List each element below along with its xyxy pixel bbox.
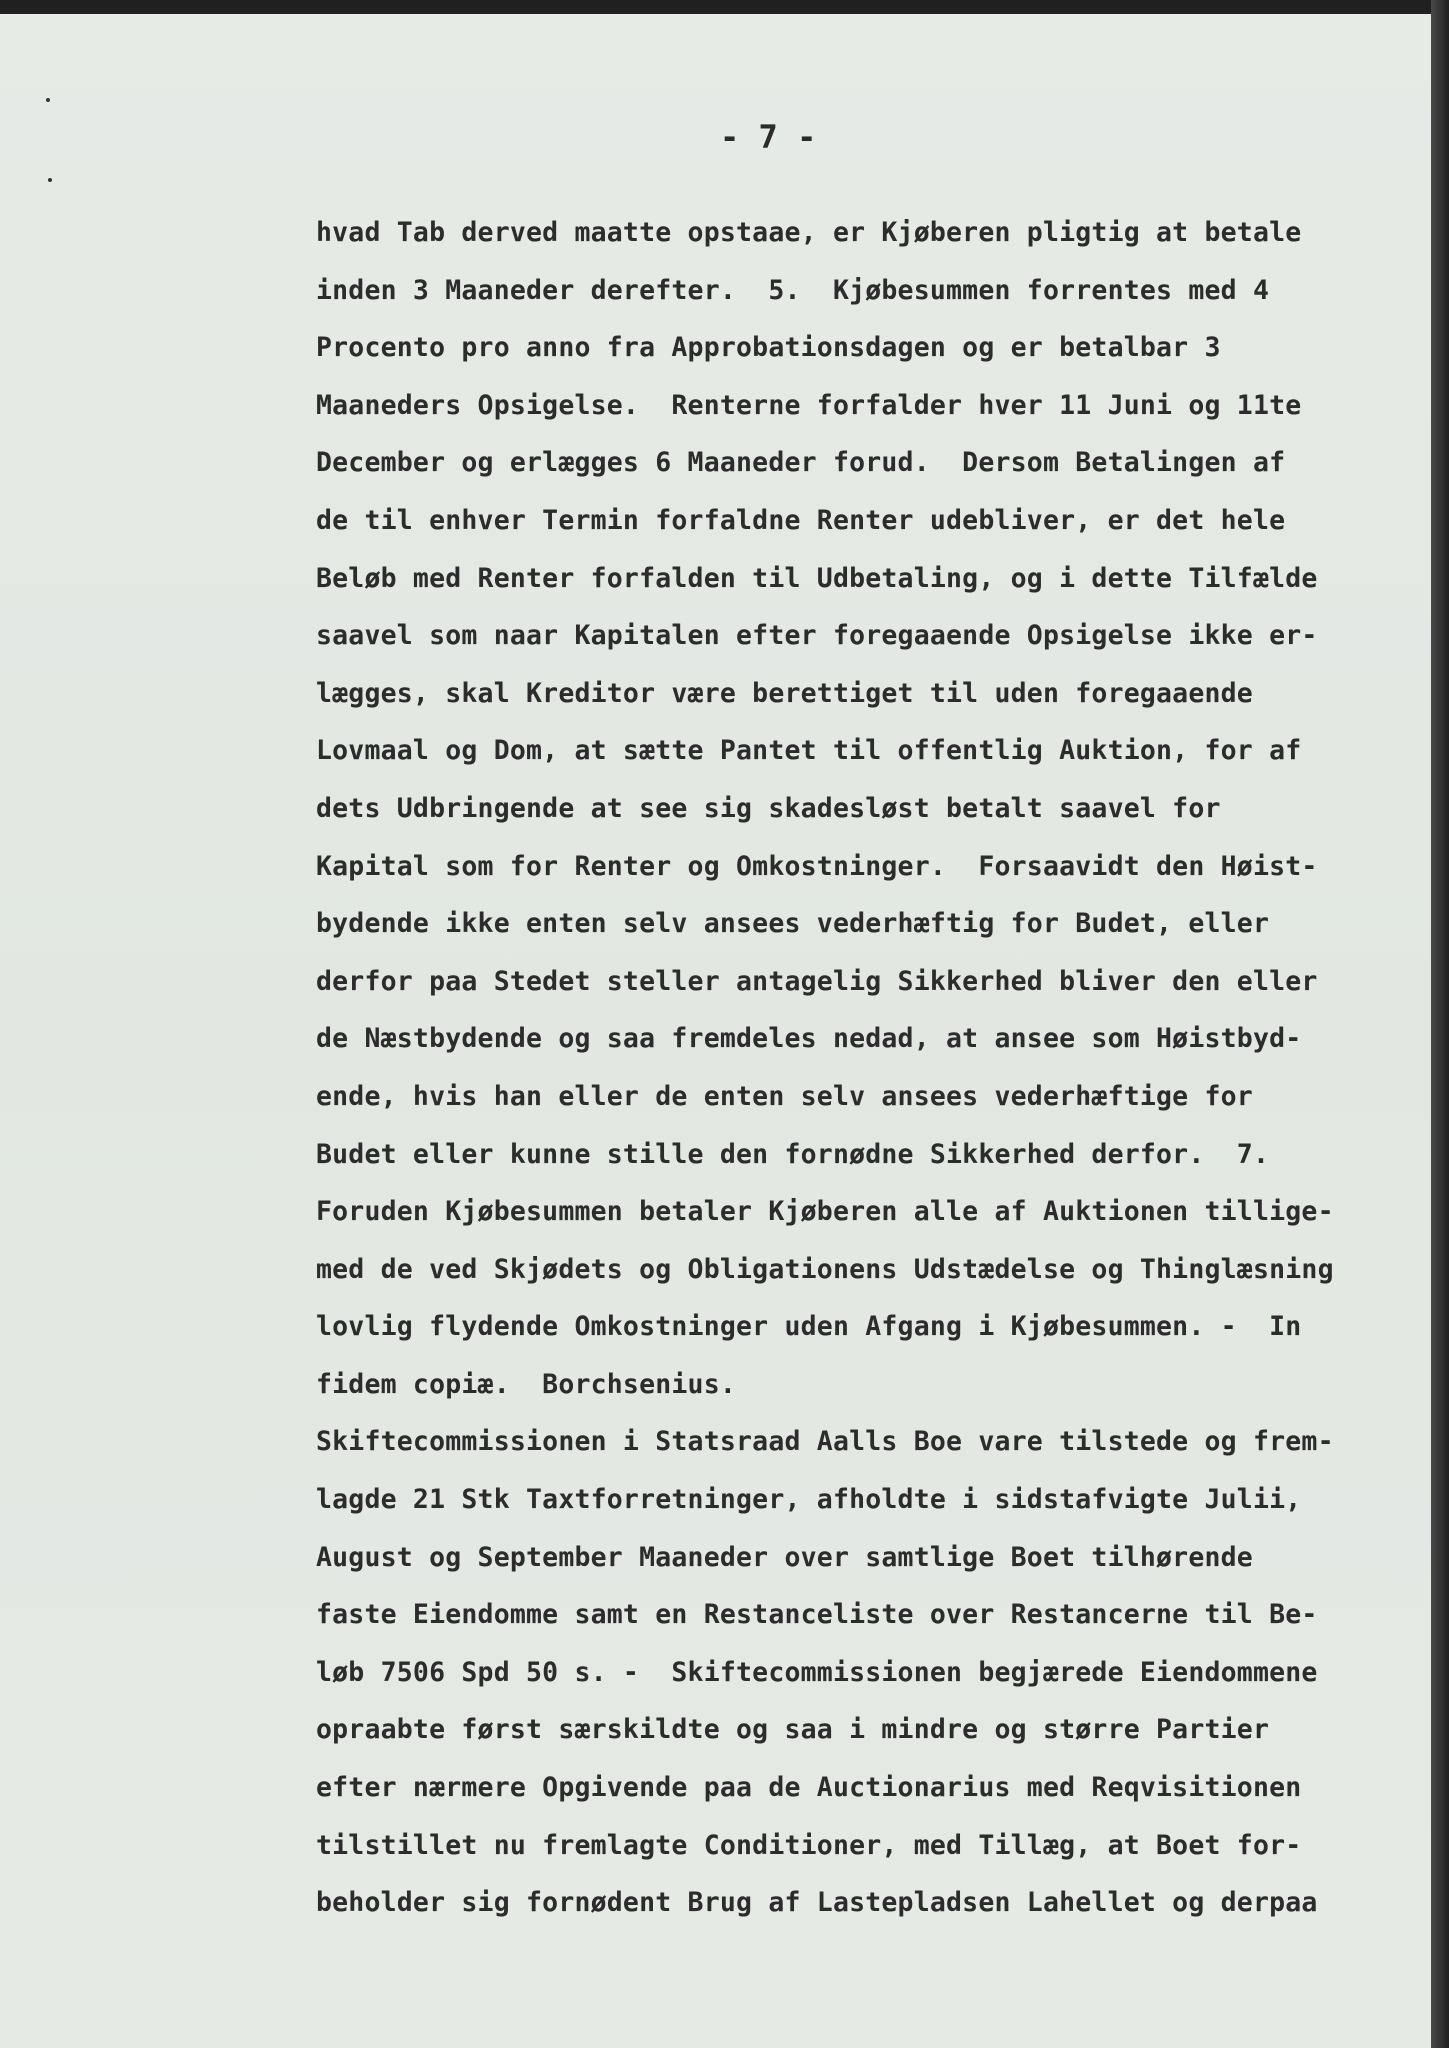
text-line: fidem copiæ. Borchsenius.: [316, 1368, 737, 1400]
text-line: Maaneders Opsigelse. Renterne forfalder hver 11 Juni og 11te: [316, 389, 1302, 421]
text-line: derfor paa Stedet steller antagelig Sikkerhed bliver den eller: [316, 965, 1318, 997]
text-line: Budet eller kunne stille den fornødne Sikkerhed derfor. 7.: [316, 1138, 1270, 1170]
text-line: Beløb med Renter forfalden til Udbetaling, og i dette Tilfælde: [316, 562, 1318, 594]
text-line: tilstillet nu fremlagte Conditioner, med Tillæg, at Boet for-: [316, 1829, 1302, 1861]
text-line: inden 3 Maaneder derefter. 5. Kjøbesummen forrentes med 4: [316, 274, 1270, 306]
text-line: faste Eiendomme samt en Restanceliste over Restancerne til Be-: [316, 1599, 1318, 1631]
text-line: efter nærmere Opgivende paa de Auctionarius med Reqvisitionen: [316, 1772, 1302, 1804]
body-text: [316, 204, 1401, 1932]
text-line: lagde 21 Stk Taxtforretninger, afholdte i sidstafvigte Julii,: [316, 1484, 1302, 1516]
text-line: Kapital som for Renter og Omkostninger. Forsaavidt den Høist-: [316, 850, 1318, 882]
text-line: saavel som naar Kapitalen efter foregaaende Opsigelse ikke er-: [316, 620, 1318, 652]
text-line: lægges, skal Kreditor være berettiget til uden foregaaende: [316, 677, 1253, 709]
text-line: med de ved Skjødets og Obligationens Udstædelse og Thinglæsning: [316, 1253, 1334, 1285]
text-line: Lovmaal og Dom, at sætte Pantet til offentlig Auktion, for af: [316, 735, 1302, 767]
text-line: lovlig flydende Omkostninger uden Afgang i Kjøbesummen. - In: [316, 1311, 1302, 1343]
text-line: dets Udbringende at see sig skadesløst betalt saavel for: [316, 792, 1221, 824]
text-line: bydende ikke enten selv ansees vederhæftig for Budet, eller: [316, 908, 1270, 940]
text-line: August og September Maaneder over samtlige Boet tilhørende: [316, 1541, 1253, 1573]
text-line: Skiftecommissionen i Statsraad Aalls Boe vare tilstede og frem-: [316, 1426, 1334, 1458]
text-line: Procento pro anno fra Approbationsdagen og er betalbar 3: [316, 332, 1221, 364]
text-line: ende, hvis han eller de enten selv ansees vederhæftige for: [316, 1080, 1253, 1112]
text-line: opraabte først særskildte og saa i mindre og større Partier: [316, 1714, 1270, 1746]
text-line: løb 7506 Spd 50 s. - Skiftecommissionen begjærede Eiendommene: [316, 1656, 1318, 1688]
scan-right-edge: [1431, 0, 1449, 2048]
scan-speck: [48, 178, 52, 182]
scan-speck: [46, 98, 50, 102]
page-number: - 7 -: [720, 118, 817, 156]
scan-top-edge: [0, 0, 1449, 14]
text-line: December og erlægges 6 Maaneder forud. Dersom Betalingen af: [316, 447, 1286, 479]
text-line: de til enhver Termin forfaldne Renter udebliver, er det hele: [316, 504, 1286, 536]
text-line: hvad Tab derved maatte opstaae, er Kjøberen pligtig at betale: [316, 217, 1302, 248]
text-line: de Næstbydende og saa fremdeles nedad, at ansee som Høistbyd-: [316, 1023, 1302, 1055]
text-line: beholder sig fornødent Brug af Lastepladsen Lahellet og derpaa: [316, 1887, 1318, 1919]
text-line: Foruden Kjøbesummen betaler Kjøberen alle af Auktionen tillige-: [316, 1196, 1334, 1228]
